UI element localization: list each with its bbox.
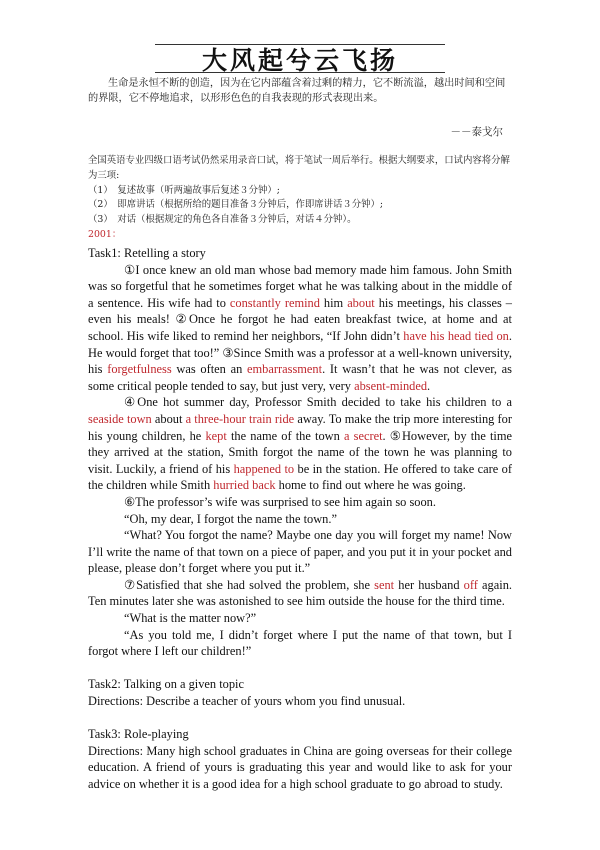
highlight-phrase: about	[347, 295, 375, 310]
story-paragraph-4: “Oh, my dear, I forgot the name the town.”	[124, 511, 337, 526]
intro-item: （2） 即席讲话（根据所给的题目准备３分钟后，作即席讲话３分钟）;	[88, 199, 384, 211]
task3-title: Task3: Role-playing	[88, 727, 189, 742]
task1-title: Task1: Retelling a story	[88, 246, 206, 260]
highlight-phrase: hurried back	[213, 478, 276, 493]
story-paragraph-1: ①I once knew an old man whose bad memory made him famous. John Smith was so forgetful that he sometimes forget what he was talking about in the middle of a sentence. His wife had to constantly remind him about his meetings, his classes – even his meals! ②Once he forgot he had eaten breakfast twice, at home and at school. His wife liked to remind her neighbors, “If John didn’t have his head tied on. He would forget that too!” ③Since Smith was a professor at a well-known university, his forgetfulness was often an embarrassment. It wasn’t that he was not clever, as some critical people tended to say, but just very, very absent-minded.	[88, 262, 512, 393]
story-paragraph-2: ④One hot summer day, Professor Smith decided to take his children to a seaside town about a three-hour train ride away. To make the trip more interesting for his young children, he kept the name of the town a secret. ⑤However, by the time they arrived at the station, Smith forgot the name of the town he was planning to visit. Luckily, a friend of his happened to be in the station. He offered to take care of the children while Smith hurried back home to find out where he was going.	[88, 395, 513, 493]
header-bottom-rule	[155, 72, 445, 73]
highlight-phrase: happened to	[233, 461, 295, 476]
highlight-phrase: kept	[205, 428, 227, 443]
highlight-phrase: forgetfulness	[107, 362, 172, 377]
task3-directions: Directions: Many high school graduates in China are going overseas for their college education. A friend of yours is graduating this year and would like to ask for your advice on whether it is a good idea for a high school graduate to go abroad to study.	[88, 743, 512, 791]
highlight-phrase: have his head tied on	[403, 328, 509, 343]
highlight-phrase: off	[463, 577, 478, 592]
exam-intro	[88, 154, 512, 243]
spacer	[88, 710, 512, 727]
highlight-phrase: a three-hour train ride	[185, 411, 295, 426]
story-paragraph-8: “As you told me, I didn’t forget where I put the name of that town, but I forgot where I left our children!”	[88, 627, 512, 659]
highlight-phrase: seaside town	[88, 411, 152, 426]
intro-item: （1） 复述故事（听两遍故事后复述３分钟）;	[88, 184, 280, 196]
highlight-phrase: absent-minded	[354, 378, 428, 393]
task2-title: Task2: Talking on a given topic	[88, 677, 244, 692]
highlight-phrase: embarrassment	[247, 362, 323, 377]
highlight-phrase: sent	[374, 577, 395, 592]
task2-directions: Directions: Describe a teacher of yours whom you find unusual.	[88, 694, 406, 709]
intro-item: （3） 对话（根据规定的角色各自准备３分钟后，对话４分钟）。	[88, 214, 357, 226]
highlight-phrase: constantly remind	[229, 295, 320, 310]
intro-text: 全国英语专业四级口语考试仍然采用录音口试，将于笔试一周后举行。根据大纲要求，口试内容将分解为三项:	[88, 155, 510, 181]
story-paragraph-5: “What? You forgot the name? Maybe one day you will forget my name! Now I’ll write the name of that town on a piece of paper, and you put it in your pocket and please, please don’t forget where you put it.”	[88, 528, 512, 576]
highlight-phrase: a secret	[343, 428, 383, 443]
spacer	[88, 660, 512, 677]
story-paragraph-3: ⑥The professor’s wife was surprised to see him again so soon.	[124, 494, 436, 509]
page-title: 大风起兮云飞扬	[201, 46, 398, 75]
epigraph-author: －－泰戈尔	[450, 126, 503, 138]
year-label: 2001：	[88, 228, 122, 240]
story-paragraph-7: “What is the matter now?”	[124, 611, 257, 626]
task-content	[88, 245, 512, 793]
epigraph-quote: 生命是永恒不断的创造，因为在它内部蕴含着过剩的精力，它不断流溢，越出时间和空间的界限，它不停地追求，以形形色色的自我表现的形式表现出来。	[88, 78, 506, 104]
story-paragraph-6: ⑦Satisfied that she had solved the problem, she sent her husband off again. Ten minutes later she was astonished to see him outside the house for the third time.	[88, 577, 512, 609]
